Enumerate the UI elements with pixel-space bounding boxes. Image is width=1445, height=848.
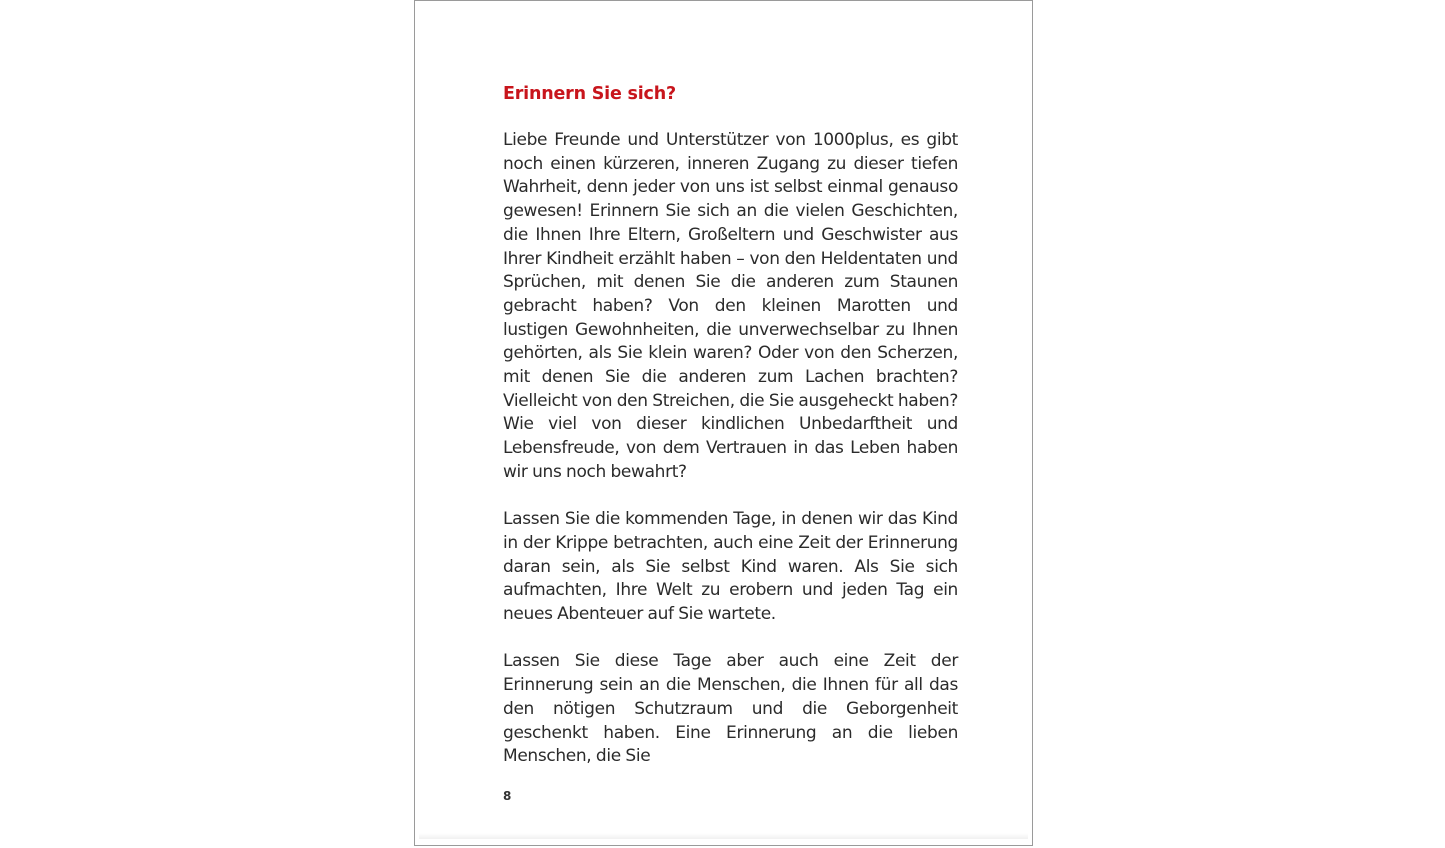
page-bottom-edge	[419, 833, 1028, 839]
section-heading: Erinnern Sie sich?	[503, 84, 676, 104]
page-number: 8	[503, 789, 512, 803]
page-content	[503, 82, 958, 769]
paragraph-3: Lassen Sie diese Tage aber auch eine Zeit der Erinnerung sein an die Menschen, die Ihnen für all das den nötigen Schutzraum und die Geborgenheit geschenkt haben. Eine Erinnerung an die lieben Menschen, die Sie	[503, 651, 958, 767]
document-page	[414, 0, 1033, 846]
paragraph-2: Lassen Sie die kommenden Tage, in denen wir das Kind in der Krippe betrachten, auch eine Zeit der Erinnerung daran sein, als Sie selbst Kind waren. Als Sie sich aufmachten, Ihre Welt zu erobern und jeden Tag ein neues Abenteuer auf Sie wartete.	[503, 509, 958, 625]
paragraph-1: Liebe Freunde und Unterstützer von 1000plus, es gibt noch einen kürzeren, inneren Zugang zu dieser tiefen Wahrheit, denn jeder von uns ist selbst einmal genauso gewesen! Erinnern Sie sich an die vielen Geschichten, die Ihnen Ihre Eltern, Großeltern und Geschwister aus Ihrer Kindheit erzählt haben – von den Heldentaten und Sprüchen, mit denen Sie die anderen zum Staunen gebracht haben? Von den kleinen Marotten und lustigen Gewohnheiten, die unverwechselbar zu Ihnen gehörten, als Sie klein waren? Oder von den Scherzen, mit denen Sie die anderen zum Lachen brachten? Vielleicht von den Streichen, die Sie ausgeheckt haben? Wie viel von dieser kindlichen Unbedarftheit und Lebensfreude, von dem Vertrauen in das Leben haben wir uns noch bewahrt?	[503, 130, 958, 482]
